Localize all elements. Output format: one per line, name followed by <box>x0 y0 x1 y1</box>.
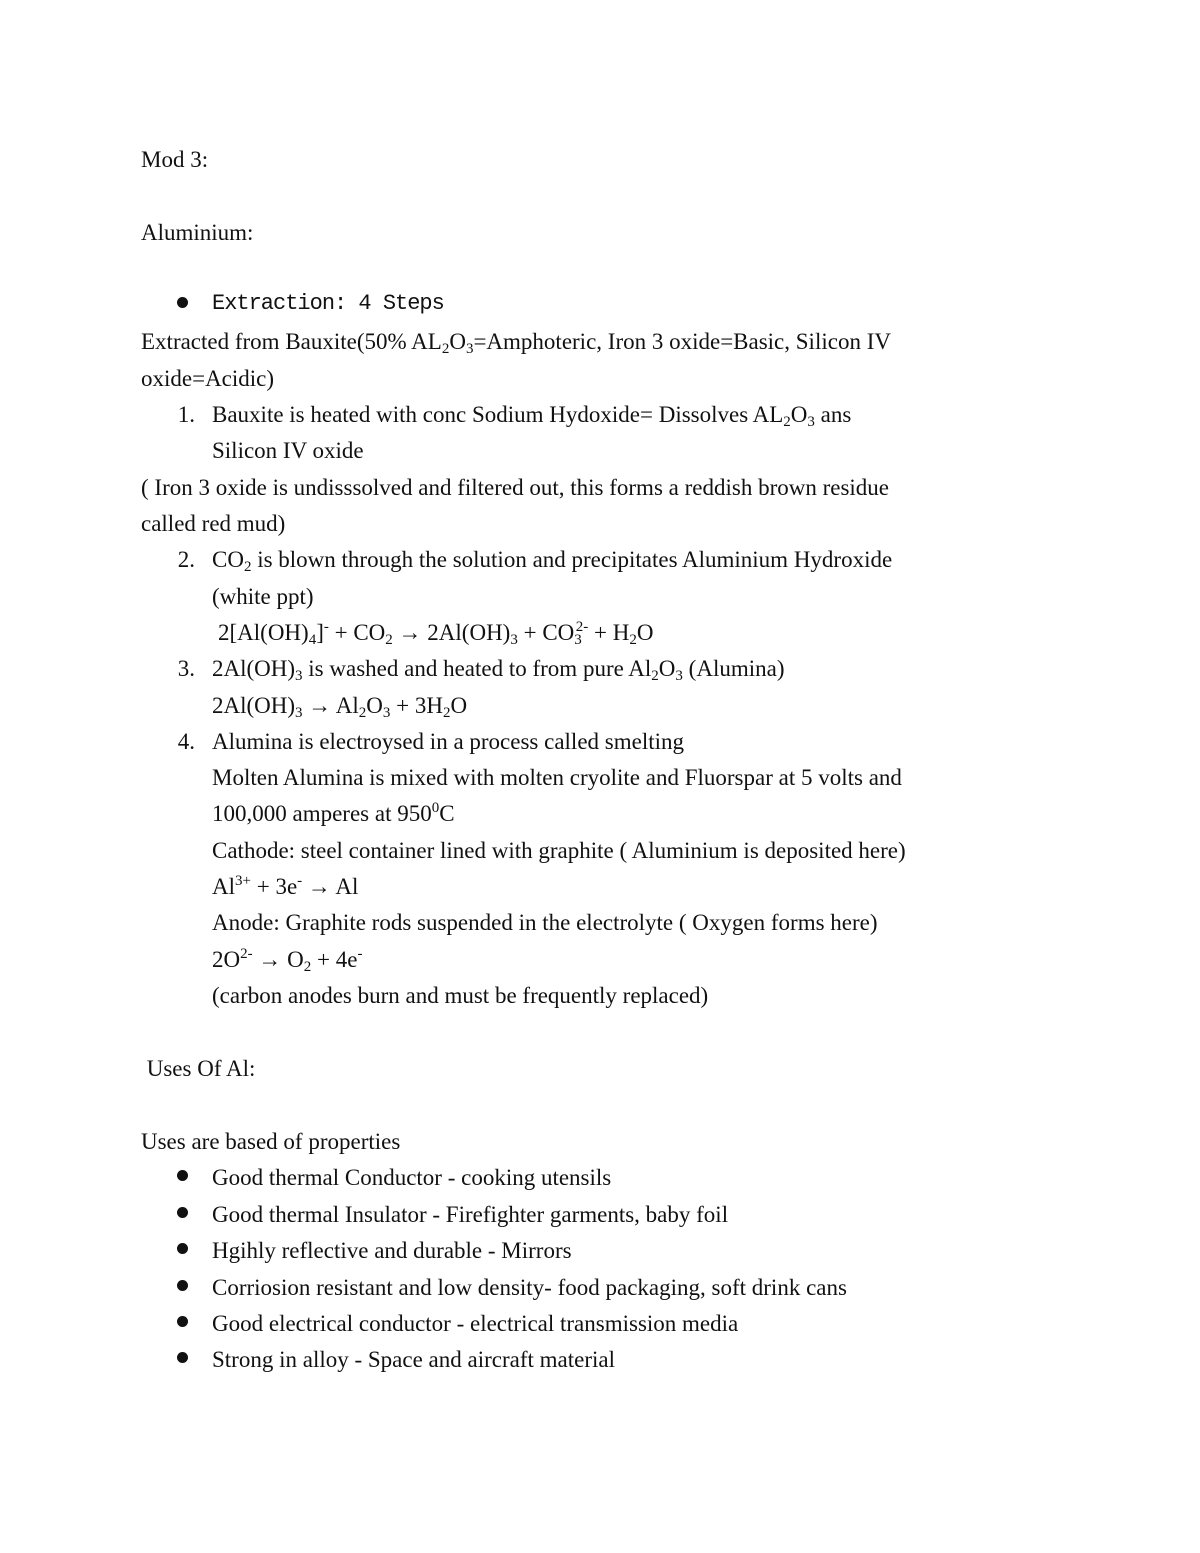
anode-equation: $2O^{2-} \to O2 + 4e^-$ <box>212 946 363 975</box>
step3-line-1: 2Al(OH)3 is washed and heated to from pure Al2O3 (Alumina) <box>212 656 785 684</box>
bullet-icon <box>177 1207 188 1218</box>
aluminium-heading: Aluminium: <box>141 220 254 245</box>
step2-line-2: (white ppt) <box>212 584 314 609</box>
iron-note-line-1: ( Iron 3 oxide is undisssolved and filtered out, this forms a reddish brown residue <box>141 475 890 500</box>
module-heading: Mod 3: <box>141 147 209 172</box>
cathode-line: Cathode: steel container lined with graphite ( Aluminium is deposited here) <box>212 838 906 863</box>
use-item: Hgihly reflective and durable - Mirrors <box>212 1238 572 1263</box>
anode-note: (carbon anodes burn and must be frequently replaced) <box>212 983 709 1008</box>
step2-line-1: CO2 is blown through the solution and precipitates Aluminium Hydroxide <box>212 547 893 575</box>
bauxite-line-2: oxide=Acidic) <box>141 366 275 391</box>
step-number: 4. <box>177 729 195 754</box>
bullet-icon <box>177 1170 188 1181</box>
bullet-icon <box>177 1352 188 1363</box>
bauxite-line-1: Extracted from Bauxite(50% AL2O3=Amphoteric, Iron 3 oxide=Basic, Silicon IV <box>141 329 891 357</box>
iron-note-line-2: called red mud) <box>141 511 286 536</box>
step1-line-1: Bauxite is heated with conc Sodium Hydoxide= Dissolves AL2O3 ans <box>212 402 852 430</box>
bullet-icon <box>177 1280 188 1291</box>
anode-line: Anode: Graphite rods suspended in the electrolyte ( Oxygen forms here) <box>212 910 878 935</box>
step-number: 2. <box>177 547 195 572</box>
use-item: Good thermal Insulator - Firefighter garments, baby foil <box>212 1202 729 1227</box>
use-item: Strong in alloy - Space and aircraft material <box>212 1347 615 1372</box>
cathode-equation: $Al^{3+} + 3e^- \to Al$ <box>212 873 359 899</box>
step1-line-2: Silicon IV oxide <box>212 438 364 463</box>
uses-intro: Uses are based of properties <box>141 1129 401 1154</box>
bullet-icon <box>177 1316 188 1327</box>
step-number: 3. <box>177 656 195 681</box>
use-item: Good thermal Conductor - cooking utensils <box>212 1165 612 1190</box>
step3-equation: 2Al(OH)3 → Al2O3 + 3H2O <box>212 693 468 721</box>
extraction-bullet-text: Extraction: 4 Steps <box>212 291 444 316</box>
bullet-icon <box>177 1243 188 1254</box>
use-item: Corriosion resistant and low density- food packaging, soft drink cans <box>212 1275 847 1300</box>
step2-equation: $2[Al(OH)4]^- + CO2 \to 2Al(OH)3 + CO3^{2-} + H2O$ <box>218 619 654 648</box>
use-item: Good electrical conductor - electrical transmission media <box>212 1311 739 1336</box>
bullet-icon <box>177 297 188 308</box>
step4-line-1: Alumina is electroysed in a process called smelting <box>212 729 685 754</box>
uses-heading: Uses Of Al: <box>141 1056 256 1081</box>
step4-line-3: 100,000 amperes at $950^0C$ <box>212 800 455 826</box>
step-number: 1. <box>177 402 195 427</box>
step4-line-2: Molten Alumina is mixed with molten cryolite and Fluorspar at 5 volts and <box>212 765 902 790</box>
